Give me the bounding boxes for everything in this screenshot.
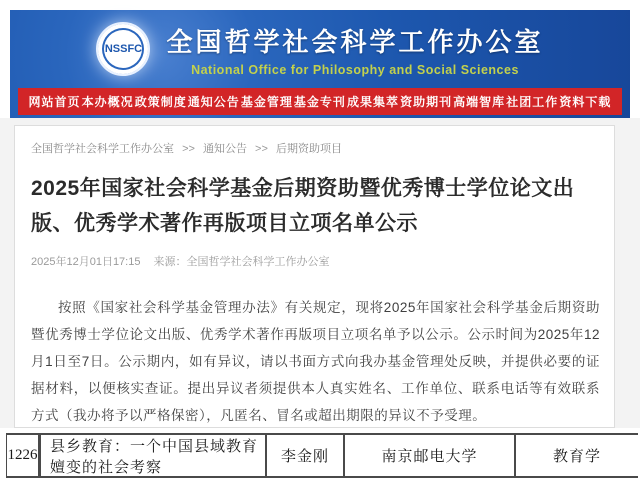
nav-item-about[interactable]: 本办概况 <box>81 95 134 109</box>
nav-item-fund-management[interactable]: 基金管理 <box>240 95 293 109</box>
discipline-cell: 教育学 <box>552 449 601 465</box>
project-list-row <box>6 433 638 478</box>
site-header-banner <box>10 10 630 118</box>
author-cell: 李金刚 <box>267 435 345 476</box>
breadcrumb-separator: >> <box>182 143 195 155</box>
nav-item-funded-journals[interactable]: 资助期刊 <box>400 95 453 109</box>
site-subtitle-en: National Office for Philosophy and Social Sciences <box>191 62 519 77</box>
nav-item-home[interactable]: 网站首页 <box>28 95 81 109</box>
nav-item-achievements[interactable]: 成果集萃 <box>347 95 400 109</box>
main-nav <box>18 88 622 115</box>
article-meta <box>31 253 614 269</box>
article-title: 2025年国家社会科学基金后期资助暨优秀博士学位论文出版、优秀学术著作再版项目立项名单公示 <box>31 177 575 235</box>
breadcrumb-home-link[interactable]: 全国哲学社会科学工作办公室 <box>31 143 174 155</box>
nav-item-policy[interactable]: 政策制度 <box>134 95 187 109</box>
site-titles <box>166 22 543 77</box>
breadcrumb-separator: >> <box>255 143 268 155</box>
nav-item-fund-special[interactable]: 基金专刊 <box>293 95 346 109</box>
nav-item-downloads[interactable]: 资料下载 <box>559 95 612 109</box>
institution-cell: 南京邮电大学 <box>345 435 516 476</box>
row-number-cell: 1226 <box>7 435 41 476</box>
site-identity <box>10 10 630 88</box>
article-card <box>14 125 615 428</box>
nav-item-notices[interactable]: 通知公告 <box>187 95 240 109</box>
project-title-cell: 县乡教育：一个中国县域教育嬗变的社会考察 <box>41 435 267 476</box>
breadcrumb <box>15 126 614 156</box>
breadcrumb-current-section[interactable]: 后期资助项目 <box>275 143 342 155</box>
nav-item-association-work[interactable]: 社团工作 <box>506 95 559 109</box>
article-body-paragraph: 按照《国家社会科学基金管理办法》有关规定，现将2025年国家社会科学基金后期资助暨优秀博士学位论文出版、优秀学术著作再版项目立项名单予以公示。公示时间为2025年12月1日至7日。公示期内，如有异议，请以书面方式向我办基金管理处反映，并提供必要的证据材料，以便核实查证。提出异议者须提供本人真实姓名、工作单位、联系电话等有效联系方式（我办将予以严格保密），凡匿名、冒名或超出期限的异议不予受理。 <box>31 300 600 423</box>
nssfc-logo-icon[interactable]: NSSFC <box>96 22 150 76</box>
article-source: 来源：全国哲学社会科学工作办公室 <box>153 256 330 268</box>
nav-item-think-tanks[interactable]: 高端智库 <box>453 95 506 109</box>
article-datetime: 2025年12月01日17:15 <box>31 256 141 268</box>
site-title: 全国哲学社会科学工作办公室 <box>166 26 544 57</box>
breadcrumb-notices-link[interactable]: 通知公告 <box>202 143 247 155</box>
